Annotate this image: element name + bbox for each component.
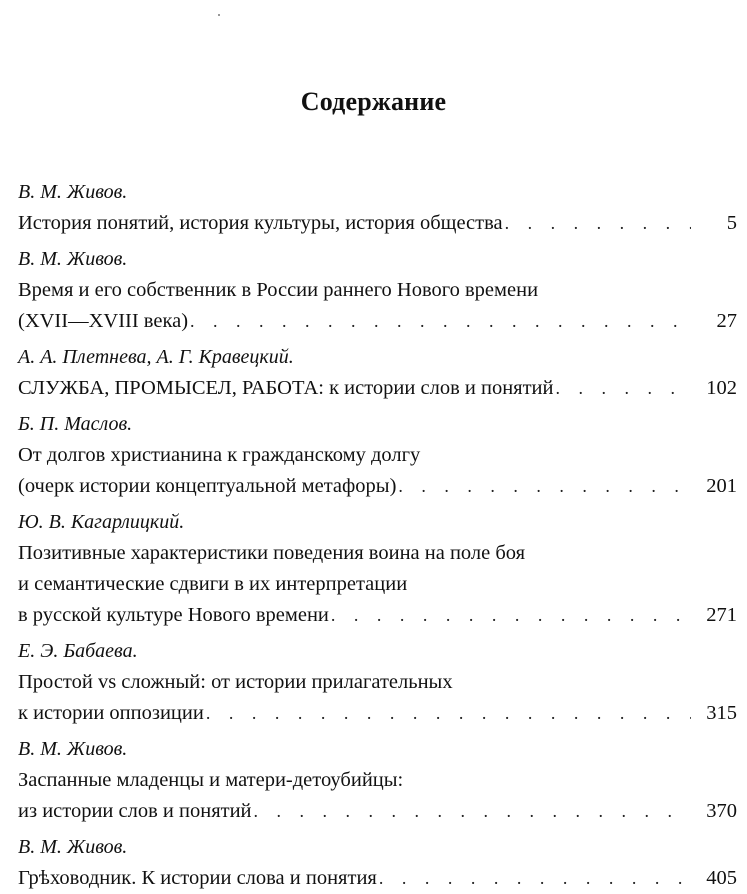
toc-entry-page-number: 201 xyxy=(706,475,737,497)
toc-entry-page-number: 315 xyxy=(706,702,737,724)
toc-entry-author: В. М. Живов. xyxy=(18,181,128,203)
toc-entry-author: Ю. В. Кагарлицкий. xyxy=(18,511,185,533)
toc-entry-last-line xyxy=(18,600,737,631)
toc-entry-author: Б. П. Маслов. xyxy=(18,413,133,435)
toc-entry-author: В. М. Живов. xyxy=(18,248,128,270)
toc-entry-title-line: Простой vs сложный: от истории прилагательных xyxy=(18,671,453,693)
toc-entry-title-line: к истории оппозиции xyxy=(18,702,204,724)
scan-speck xyxy=(218,14,220,16)
toc-entry-title-line: Заспанные младенцы и матери-детоубийцы: xyxy=(18,769,404,791)
toc-entry-title-line: из истории слов и понятий xyxy=(18,800,252,822)
toc-entry[interactable] xyxy=(18,176,737,239)
toc-entry-last-line xyxy=(18,373,737,404)
toc-entry-page-number: 27 xyxy=(716,310,737,332)
toc-entry-page-number: 370 xyxy=(706,800,737,822)
toc-entry-author: А. А. Плетнева, А. Г. Кравецкий. xyxy=(18,346,294,368)
toc-entry-title-line: и семантические сдвиги в их интерпретации xyxy=(18,573,408,595)
toc-entry-last-line xyxy=(18,471,737,502)
toc-entry[interactable] xyxy=(18,408,737,502)
page-title: Содержание xyxy=(300,87,447,116)
table-of-contents xyxy=(18,176,737,894)
dot-leader xyxy=(254,796,691,827)
dot-leader xyxy=(206,698,691,729)
toc-entry[interactable] xyxy=(18,831,737,894)
dot-leader xyxy=(379,863,691,894)
toc-entry-author: Е. Э. Бабаева. xyxy=(18,640,138,662)
dot-leader xyxy=(556,373,691,404)
toc-entry[interactable] xyxy=(18,733,737,827)
toc-entry-title-line: Грѣховодник. К истории слова и понятия xyxy=(18,867,377,889)
dot-leader xyxy=(331,600,691,631)
toc-entry[interactable] xyxy=(18,243,737,337)
toc-entry-title-line: От долгов христианина к гражданскому долгу xyxy=(18,444,421,466)
toc-entry-title-line: в русской культуре Нового времени xyxy=(18,604,329,626)
toc-entry-page-number: 271 xyxy=(706,604,737,626)
toc-entry[interactable] xyxy=(18,635,737,729)
toc-entry[interactable] xyxy=(18,341,737,404)
toc-entry-last-line xyxy=(18,698,737,729)
toc-entry-title-line: СЛУЖБА, ПРОМЫСЕЛ, РАБОТА: к истории слов и понятий xyxy=(18,377,554,399)
toc-entry-author: В. М. Живов. xyxy=(18,738,128,760)
toc-entry-title-line: (очерк истории концептуальной метафоры) xyxy=(18,475,397,497)
toc-entry-page-number: 405 xyxy=(706,867,737,889)
toc-entry-title-line: (XVII—XVIII века) xyxy=(18,310,189,332)
toc-entry[interactable] xyxy=(18,506,737,631)
toc-entry-last-line xyxy=(18,796,737,827)
toc-entry-page-number: 5 xyxy=(726,212,737,234)
dot-leader xyxy=(398,471,691,502)
toc-entry-title-line: История понятий, история культуры, история общества xyxy=(18,212,503,234)
toc-entry-author: В. М. Живов. xyxy=(18,836,128,858)
dot-leader xyxy=(190,306,691,337)
toc-entry-title-line: Время и его собственник в России раннего Нового времени xyxy=(18,279,539,301)
toc-entry-title-line: Позитивные характеристики поведения воина на поле боя xyxy=(18,542,526,564)
toc-entry-last-line xyxy=(18,306,737,337)
toc-entry-last-line xyxy=(18,863,737,894)
toc-entry-last-line xyxy=(18,208,737,239)
dot-leader xyxy=(505,208,691,239)
toc-entry-page-number: 102 xyxy=(706,377,737,399)
